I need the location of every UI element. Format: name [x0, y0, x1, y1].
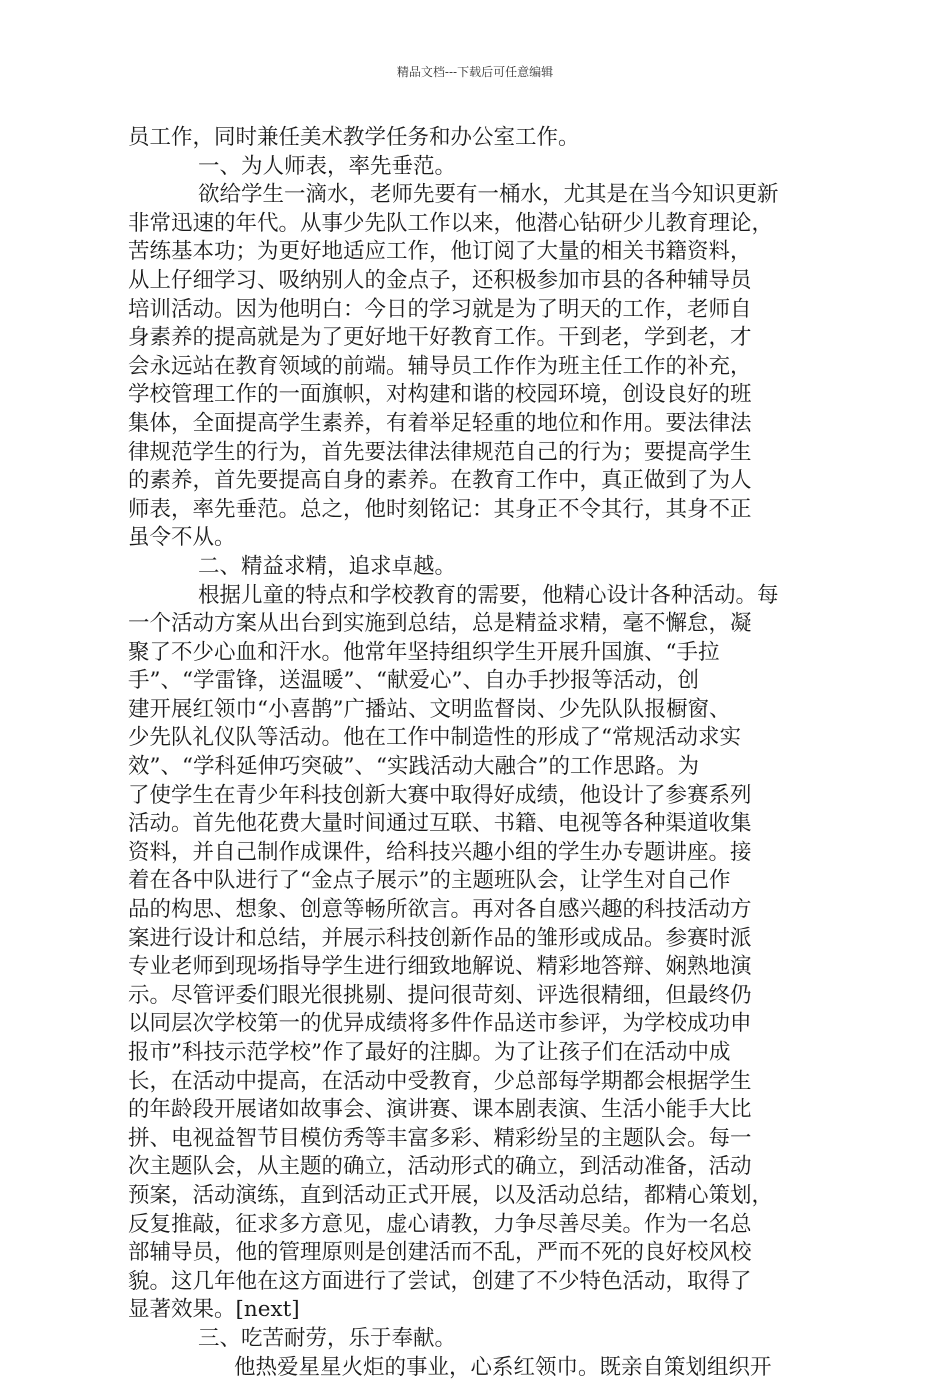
paragraph-line: 了使学生在青少年科技创新大赛中取得好成绩，他设计了参赛系列 [128, 782, 752, 808]
paragraph-line: 显著效果。[next] [128, 1297, 300, 1323]
paragraph-line: 律规范学生的行为，首先要法律法律规范自己的行为；要提高学生 [128, 439, 752, 465]
paragraph-line: 拼、电视益智节目模仿秀等丰富多彩、精彩纷呈的主题队会。每一 [128, 1125, 752, 1151]
paragraph-line: 示。尽管评委们眼光很挑剔、提问很苛刻、评选很精细，但最终仍 [128, 982, 752, 1008]
paragraph-line: 品的构思、想象、创意等畅所欲言。再对各自感兴趣的科技活动方 [128, 897, 752, 923]
paragraph-line: 根据儿童的特点和学校教育的需要，他精心设计各种活动。每 [198, 582, 779, 608]
paragraph-line: 资料，并自己制作成课件，给科技兴趣小组的学生办专题讲座。接 [128, 839, 752, 865]
paragraph-line: 学校管理工作的一面旗帜，对构建和谐的校园环境，创设良好的班 [128, 382, 752, 408]
paragraph-line: 聚了不少心血和汗水。他常年坚持组织学生开展升国旗、“手拉 [128, 639, 720, 665]
paragraph-line: 部辅导员，他的管理原则是创建活而不乱，严而不死的良好校风校 [128, 1240, 752, 1266]
paragraph-line: 集体，全面提高学生素养，有着举足轻重的地位和作用。要法律法 [128, 410, 752, 436]
paragraph-line: 反复推敲，征求多方意见，虚心请教，力争尽善尽美。作为一名总 [128, 1211, 752, 1237]
paragraph-line: 专业老师到现场指导学生进行细致地解说、精彩地答辩、娴熟地演 [128, 954, 752, 980]
paragraph-line: 案进行设计和总结，并展示科技创新作品的雏形或成品。参赛时派 [128, 925, 752, 951]
paragraph-line: 的年龄段开展诸如故事会、演讲赛、课本剧表演、生活小能手大比 [128, 1097, 752, 1123]
paragraph-line: 培训活动。因为他明白：今日的学习就是为了明天的工作，老师自 [128, 296, 752, 322]
paragraph-line: 他热爱星星火炬的事业，心系红领巾。既亲自策划组织开 [234, 1354, 772, 1380]
paragraph-line: 非常迅速的年代。从事少先队工作以来，他潜心钻研少儿教育理论， [128, 210, 774, 236]
paragraph-line: 师表，率先垂范。总之，他时刻铭记：其身正不令其行，其身不正 [128, 496, 752, 522]
paragraph-line: 着在各中队进行了“金点子展示”的主题班队会，让学生对自己作 [128, 868, 731, 894]
paragraph-line: 以同层次学校第一的优异成绩将多件作品送市参评，为学校成功申 [128, 1011, 752, 1037]
document-body [128, 124, 818, 1382]
paragraph-line: 次主题队会，从主题的确立，活动形式的确立，到活动准备，活动 [128, 1154, 752, 1180]
paragraph-line: 欲给学生一滴水，老师先要有一桶水，尤其是在当今知识更新 [198, 182, 779, 208]
paragraph-line: 会永远站在教育领域的前端。辅导员工作作为班主任工作的补充， [128, 353, 752, 379]
page-header: 精品文档---下载后可任意编辑 [396, 65, 554, 79]
section-heading: 三、吃苦耐劳，乐于奉献。 [198, 1325, 457, 1351]
paragraph-line: 活动。首先他花费大量时间通过互联、书籍、电视等各种渠道收集 [128, 811, 752, 837]
paragraph-line: 从上仔细学习、吸纳别人的金点子，还积极参加市县的各种辅导员 [128, 267, 752, 293]
paragraph-line: 建开展红领巾“小喜鹊”广播站、文明监督岗、少先队队报橱窗、 [128, 696, 731, 722]
paragraph-line: 的素养，首先要提高自身的素养。在教育工作中，真正做到了为人 [128, 468, 752, 494]
paragraph-line: 报市”科技示范学校”作了最好的注脚。为了让孩子们在活动中成 [128, 1040, 731, 1065]
paragraph-line: 身素养的提高就是为了更好地干好教育工作。干到老，学到老，才 [128, 325, 752, 351]
paragraph-line: 预案，活动演练，直到活动正式开展，以及活动总结，都精心策划， [128, 1182, 774, 1208]
paragraph-line: 苦练基本功；为更好地适应工作，他订阅了大量的相关书籍资料， [128, 239, 752, 265]
paragraph-line: 虽令不从。 [128, 525, 236, 551]
paragraph-line: 长，在活动中提高，在活动中受教育，少总部每学期都会根据学生 [128, 1068, 752, 1094]
paragraph-line: 员工作，同时兼任美术教学任务和办公室工作。 [128, 125, 580, 150]
paragraph-line: 效”、“学科延伸巧突破”、“实践活动大融合”的工作思路。为 [128, 754, 699, 780]
paragraph-line: 貌。这几年他在这方面进行了尝试，创建了不少特色活动，取得了 [128, 1268, 752, 1294]
section-heading: 二、精益求精，追求卓越。 [198, 553, 457, 579]
paragraph-line: 少先队礼仪队等活动。他在工作中制造性的形成了“常规活动求实 [128, 725, 741, 751]
paragraph-line: 一个活动方案从出台到实施到总结，总是精益求精，毫不懈怠，凝 [128, 611, 752, 637]
paragraph-line: 手”、“学雷锋，送温暖”、“献爱心”、自办手抄报等活动，创 [128, 668, 699, 694]
section-heading: 一、为人师表，率先垂范。 [198, 153, 457, 179]
